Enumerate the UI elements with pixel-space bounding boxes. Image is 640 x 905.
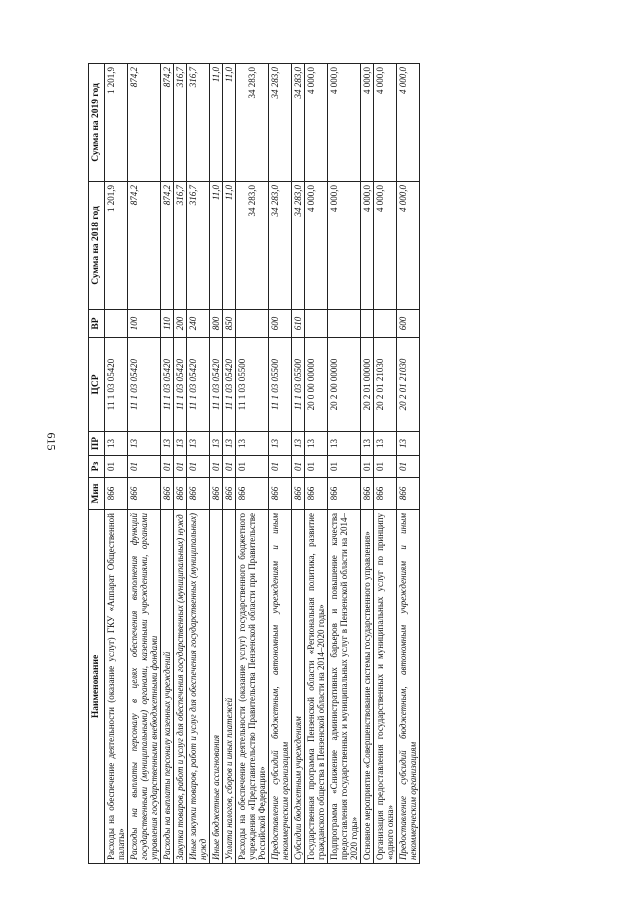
cell-sum-2018: 316,7 <box>187 182 210 310</box>
cell-name: Субсидии бюджетным учреждениям <box>292 510 305 864</box>
header-sum-2019: Сумма на 2019 год <box>89 64 105 182</box>
cell-csr: 11 1 03 05500 <box>269 338 292 432</box>
cell-vr: 600 <box>397 310 420 338</box>
cell-pr: 13 <box>361 432 374 456</box>
cell-csr: 11 1 03 05420 <box>223 338 236 432</box>
cell-sum-2019: 4 000,0 <box>374 64 397 182</box>
cell-rz: 01 <box>187 456 210 478</box>
cell-name: Организация предоставления государственных и муниципальных услуг по принципу «одного окна» <box>374 510 397 864</box>
cell-sum-2018: 34 283,0 <box>236 182 269 310</box>
cell-pr: 13 <box>210 432 223 456</box>
cell-csr: 11 1 03 05420 <box>174 338 187 432</box>
table-header-row <box>89 64 105 864</box>
cell-sum-2019: 34 283,0 <box>236 64 269 182</box>
cell-vr <box>105 310 128 338</box>
cell-sum-2019: 874,2 <box>128 64 161 182</box>
cell-pr: 13 <box>305 432 328 456</box>
cell-name: Уплата налогов, сборов и иных платежей <box>223 510 236 864</box>
cell-sum-2018: 11,0 <box>223 182 236 310</box>
cell-vr: 600 <box>269 310 292 338</box>
table-row <box>305 64 328 864</box>
cell-name: Иные бюджетные ассигнования <box>210 510 223 864</box>
header-min: Мин <box>89 478 105 510</box>
cell-sum-2019: 4 000,0 <box>361 64 374 182</box>
cell-rz: 01 <box>269 456 292 478</box>
header-rz: Рз <box>89 456 105 478</box>
table-row <box>105 64 128 864</box>
cell-name: Расходы на выплаты персоналу в целях обеспечения выполнения функций государственными (муниципальными) органами, казенными учреждениями, органами управления государственными внебюджетными фондами <box>128 510 161 864</box>
cell-rz: 01 <box>210 456 223 478</box>
cell-sum-2018: 4 000,0 <box>397 182 420 310</box>
cell-vr <box>328 310 361 338</box>
cell-min: 866 <box>361 478 374 510</box>
cell-min: 866 <box>305 478 328 510</box>
cell-csr: 20 2 00 00000 <box>328 338 361 432</box>
cell-rz: 01 <box>397 456 420 478</box>
cell-sum-2019: 11,0 <box>223 64 236 182</box>
cell-sum-2018: 34 283,0 <box>292 182 305 310</box>
header-sum-2018: Сумма на 2018 год <box>89 182 105 310</box>
cell-min: 866 <box>236 478 269 510</box>
header-vr: ВР <box>89 310 105 338</box>
cell-rz: 01 <box>128 456 161 478</box>
table-row <box>174 64 187 864</box>
cell-sum-2018: 4 000,0 <box>328 182 361 310</box>
cell-pr: 13 <box>236 432 269 456</box>
cell-name: Расходы на обеспечение деятельности (оказание услуг) ГКУ «Аппарат Общественной палаты» <box>105 510 128 864</box>
cell-min: 866 <box>105 478 128 510</box>
table-row <box>128 64 161 864</box>
cell-sum-2018: 874,2 <box>128 182 161 310</box>
cell-sum-2019: 4 000,0 <box>305 64 328 182</box>
cell-sum-2019: 1 201,9 <box>105 64 128 182</box>
cell-sum-2018: 316,7 <box>174 182 187 310</box>
cell-csr: 20 2 01 21030 <box>374 338 397 432</box>
cell-rz: 01 <box>105 456 128 478</box>
cell-csr: 11 1 03 05500 <box>292 338 305 432</box>
cell-pr: 13 <box>223 432 236 456</box>
table-row <box>374 64 397 864</box>
cell-rz: 01 <box>223 456 236 478</box>
table-row <box>161 64 174 864</box>
table-row <box>223 64 236 864</box>
header-name: Наименование <box>89 510 105 864</box>
cell-csr: 11 1 03 05420 <box>105 338 128 432</box>
table-row <box>187 64 210 864</box>
cell-sum-2019: 11,0 <box>210 64 223 182</box>
cell-pr: 13 <box>187 432 210 456</box>
cell-name: Предоставление субсидий бюджетным, автономным учреждениям и иным некоммерческим организациям <box>397 510 420 864</box>
cell-sum-2018: 11,0 <box>210 182 223 310</box>
cell-vr: 800 <box>210 310 223 338</box>
cell-pr: 13 <box>105 432 128 456</box>
cell-rz: 01 <box>174 456 187 478</box>
cell-vr: 100 <box>128 310 161 338</box>
cell-name: Расходы на выплаты персоналу казенных учреждений <box>161 510 174 864</box>
cell-vr <box>374 310 397 338</box>
cell-sum-2018: 4 000,0 <box>361 182 374 310</box>
cell-min: 866 <box>292 478 305 510</box>
header-pr: ПР <box>89 432 105 456</box>
cell-sum-2018: 1 201,9 <box>105 182 128 310</box>
budget-table <box>88 63 420 864</box>
table-row <box>397 64 420 864</box>
cell-min: 866 <box>210 478 223 510</box>
cell-sum-2019: 4 000,0 <box>328 64 361 182</box>
cell-min: 866 <box>187 478 210 510</box>
cell-rz: 01 <box>328 456 361 478</box>
cell-name: Закупка товаров, работ и услуг для обеспечения государственных (муниципальных) нужд <box>174 510 187 864</box>
cell-csr: 20 0 00 00000 <box>305 338 328 432</box>
cell-sum-2018: 874,2 <box>161 182 174 310</box>
table-row <box>210 64 223 864</box>
cell-min: 866 <box>161 478 174 510</box>
cell-rz: 01 <box>161 456 174 478</box>
cell-name: Предоставление субсидий бюджетным, автономным учреждениям и иным некоммерческим организациям <box>269 510 292 864</box>
cell-rz: 01 <box>361 456 374 478</box>
cell-pr: 13 <box>328 432 361 456</box>
cell-sum-2019: 34 283,0 <box>269 64 292 182</box>
cell-pr: 13 <box>397 432 420 456</box>
cell-pr: 13 <box>174 432 187 456</box>
page-number: 615 <box>44 432 59 451</box>
cell-min: 866 <box>328 478 361 510</box>
cell-pr: 13 <box>128 432 161 456</box>
cell-sum-2019: 34 283,0 <box>292 64 305 182</box>
cell-min: 866 <box>174 478 187 510</box>
cell-rz: 01 <box>374 456 397 478</box>
cell-vr: 240 <box>187 310 210 338</box>
cell-sum-2018: 4 000,0 <box>374 182 397 310</box>
cell-min: 866 <box>397 478 420 510</box>
header-csr: ЦСР <box>89 338 105 432</box>
cell-sum-2018: 34 283,0 <box>269 182 292 310</box>
cell-name: Подпрограмма «Снижение административных барьеров и повышение качества предоставления государственных и муниципальных услуг в Пензенской области на 2014–2020 годы» <box>328 510 361 864</box>
cell-sum-2019: 316,7 <box>187 64 210 182</box>
cell-vr: 850 <box>223 310 236 338</box>
cell-name: Государственная программа Пензенской области «Региональная политика, развитие гражданского общества в Пензенской области на 2014–2020 годы» <box>305 510 328 864</box>
table-row <box>328 64 361 864</box>
cell-pr: 13 <box>374 432 397 456</box>
cell-vr <box>236 310 269 338</box>
cell-rz: 01 <box>236 456 269 478</box>
cell-csr: 11 1 03 05420 <box>210 338 223 432</box>
cell-name: Иные закупки товаров, работ и услуг для обеспечения государственных (муниципальных) нужд <box>187 510 210 864</box>
cell-sum-2019: 316,7 <box>174 64 187 182</box>
cell-sum-2019: 874,2 <box>161 64 174 182</box>
table-row <box>361 64 374 864</box>
cell-csr: 20 2 01 00000 <box>361 338 374 432</box>
cell-name: Основное мероприятие «Совершенствование системы государственного управления» <box>361 510 374 864</box>
cell-csr: 11 1 03 05420 <box>128 338 161 432</box>
cell-name: Расходы на обеспечение деятельности (оказание услуг) государственного бюджетного учреждения «Представительство Правительства Пензенской области при Правительстве Российской Федерации» <box>236 510 269 864</box>
cell-rz: 01 <box>292 456 305 478</box>
cell-pr: 13 <box>161 432 174 456</box>
cell-csr: 11 1 03 05500 <box>236 338 269 432</box>
cell-vr: 110 <box>161 310 174 338</box>
cell-pr: 13 <box>292 432 305 456</box>
cell-csr: 11 1 03 05420 <box>187 338 210 432</box>
cell-min: 866 <box>374 478 397 510</box>
cell-csr: 20 2 01 21030 <box>397 338 420 432</box>
cell-min: 866 <box>223 478 236 510</box>
cell-min: 866 <box>128 478 161 510</box>
cell-vr: 200 <box>174 310 187 338</box>
table-row <box>292 64 305 864</box>
budget-table-container <box>88 64 580 864</box>
cell-min: 866 <box>269 478 292 510</box>
table-row <box>236 64 269 864</box>
cell-vr: 610 <box>292 310 305 338</box>
cell-rz: 01 <box>305 456 328 478</box>
cell-sum-2019: 4 000,0 <box>397 64 420 182</box>
cell-vr <box>305 310 328 338</box>
cell-pr: 13 <box>269 432 292 456</box>
cell-vr <box>361 310 374 338</box>
cell-sum-2018: 4 000,0 <box>305 182 328 310</box>
table-row <box>269 64 292 864</box>
cell-csr: 11 1 03 05420 <box>161 338 174 432</box>
